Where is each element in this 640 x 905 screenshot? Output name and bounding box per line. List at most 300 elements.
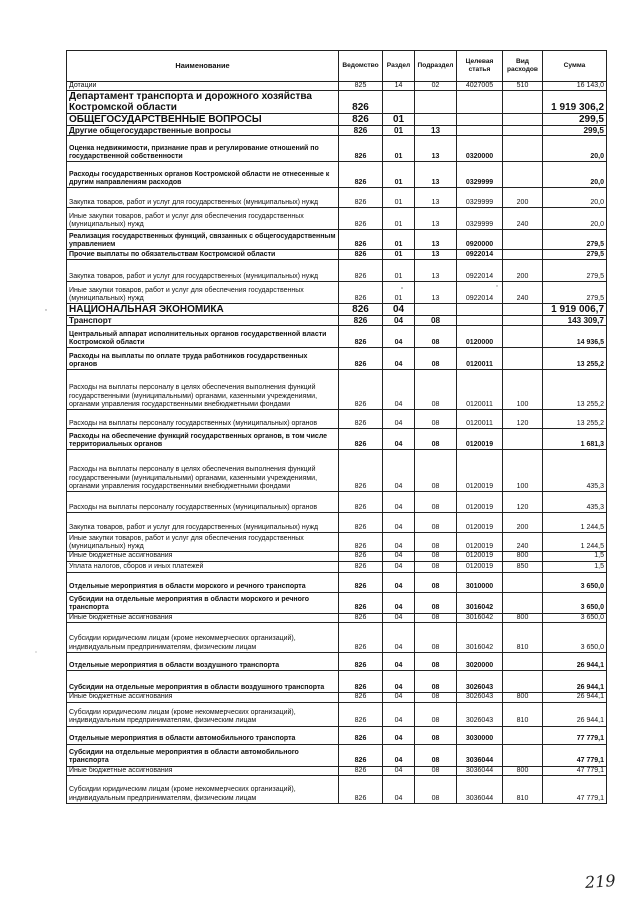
cell-vid xyxy=(503,572,543,592)
cell-summa: 47 779,1 xyxy=(543,766,607,775)
header-razdel: Раздел xyxy=(383,51,415,82)
cell-razdel: 01 xyxy=(383,188,415,208)
table-header-row xyxy=(67,51,607,82)
cell-vedomstvo: 826 xyxy=(339,316,383,326)
cell-vedomstvo: 826 xyxy=(339,653,383,671)
cell-name: Субсидии юридическим лицам (кроме некоммерческих организаций), индивидуальным предпринимателям, физическим лицам xyxy=(67,702,339,726)
cell-vid xyxy=(503,230,543,250)
table-row xyxy=(67,693,607,702)
cell-podrazdel: 08 xyxy=(415,653,457,671)
cell-podrazdel: 08 xyxy=(415,410,457,429)
cell-vedomstvo: 826 xyxy=(339,613,383,622)
cell-summa: 1,5 xyxy=(543,561,607,572)
cell-podrazdel xyxy=(415,91,457,114)
cell-tselevaya: 3016042 xyxy=(457,623,503,653)
cell-vid: 240 xyxy=(503,208,543,230)
cell-vid: 120 xyxy=(503,410,543,429)
cell-tselevaya: 0320000 xyxy=(457,136,503,162)
cell-vid xyxy=(503,348,543,370)
cell-vid xyxy=(503,671,543,693)
table-row xyxy=(67,282,607,304)
cell-razdel: 04 xyxy=(383,766,415,775)
cell-vedomstvo: 826 xyxy=(339,702,383,726)
cell-vid: 100 xyxy=(503,370,543,410)
cell-podrazdel: 08 xyxy=(415,613,457,622)
header-name: Наименование xyxy=(67,51,339,82)
page-number: 219 xyxy=(584,870,617,893)
cell-podrazdel: 08 xyxy=(415,492,457,513)
cell-name: Центральный аппарат исполнительных органов государственной власти Костромской области xyxy=(67,326,339,348)
cell-name: Уплата налогов, сборов и иных платежей xyxy=(67,561,339,572)
cell-name: Транспорт xyxy=(67,316,339,326)
cell-tselevaya: 3026043 xyxy=(457,693,503,702)
table-row xyxy=(67,410,607,429)
cell-name: Закупка товаров, работ и услуг для государственных (муниципальных) нужд xyxy=(67,513,339,533)
cell-tselevaya: 3016042 xyxy=(457,613,503,622)
cell-razdel: 01 xyxy=(383,126,415,136)
cell-razdel: 14 xyxy=(383,82,415,91)
cell-summa: 77 779,1 xyxy=(543,726,607,744)
cell-podrazdel: 08 xyxy=(415,623,457,653)
table-row xyxy=(67,513,607,533)
cell-tselevaya xyxy=(457,126,503,136)
cell-vedomstvo: 826 xyxy=(339,552,383,561)
cell-tselevaya: 0120019 xyxy=(457,533,503,552)
cell-vid: 200 xyxy=(503,513,543,533)
cell-vedomstvo: 826 xyxy=(339,429,383,450)
cell-name: Прочие выплаты по обязательствам Костромской области xyxy=(67,250,339,260)
cell-tselevaya: 3026043 xyxy=(457,702,503,726)
cell-podrazdel: 13 xyxy=(415,136,457,162)
cell-summa: 279,5 xyxy=(543,230,607,250)
cell-razdel: 01 xyxy=(383,136,415,162)
cell-name: Отдельные мероприятия в области воздушного транспорта xyxy=(67,653,339,671)
table-row xyxy=(67,744,607,766)
cell-podrazdel: 08 xyxy=(415,744,457,766)
cell-podrazdel: 08 xyxy=(415,533,457,552)
cell-vedomstvo: 826 xyxy=(339,450,383,492)
cell-vedomstvo: 826 xyxy=(339,671,383,693)
cell-podrazdel: 08 xyxy=(415,316,457,326)
cell-vedomstvo: 826 xyxy=(339,726,383,744)
table-row xyxy=(67,653,607,671)
cell-razdel: 01 xyxy=(383,114,415,126)
cell-vid xyxy=(503,91,543,114)
cell-razdel: 04 xyxy=(383,316,415,326)
cell-summa: 1 919 306,2 xyxy=(543,91,607,114)
table-row xyxy=(67,450,607,492)
cell-vedomstvo: 826 xyxy=(339,348,383,370)
cell-razdel: 01 xyxy=(383,230,415,250)
table-row xyxy=(67,304,607,316)
cell-name: Иные бюджетные ассигнования xyxy=(67,552,339,561)
cell-podrazdel: 13 xyxy=(415,230,457,250)
cell-vedomstvo: 826 xyxy=(339,693,383,702)
table-row xyxy=(67,766,607,775)
table-row xyxy=(67,162,607,188)
cell-name: Закупка товаров, работ и услуг для государственных (муниципальных) нужд xyxy=(67,188,339,208)
cell-vid: 240 xyxy=(503,533,543,552)
table-row xyxy=(67,136,607,162)
cell-tselevaya xyxy=(457,91,503,114)
cell-name: Закупка товаров, работ и услуг для государственных (муниципальных) нужд xyxy=(67,260,339,282)
cell-razdel: 04 xyxy=(383,613,415,622)
cell-podrazdel xyxy=(415,304,457,316)
cell-podrazdel: 13 xyxy=(415,282,457,304)
table-row xyxy=(67,671,607,693)
cell-tselevaya: 0329999 xyxy=(457,208,503,230)
cell-vedomstvo: 826 xyxy=(339,592,383,613)
cell-summa: 26 944,1 xyxy=(543,653,607,671)
cell-summa: 13 255,2 xyxy=(543,370,607,410)
cell-vedomstvo: 826 xyxy=(339,91,383,114)
cell-vid: 800 xyxy=(503,552,543,561)
cell-vid xyxy=(503,326,543,348)
cell-razdel: 04 xyxy=(383,561,415,572)
cell-podrazdel: 08 xyxy=(415,572,457,592)
cell-vid xyxy=(503,162,543,188)
table-row xyxy=(67,250,607,260)
table-row xyxy=(67,370,607,410)
cell-podrazdel: 13 xyxy=(415,250,457,260)
cell-vid xyxy=(503,114,543,126)
cell-podrazdel: 13 xyxy=(415,208,457,230)
cell-vid: 120 xyxy=(503,492,543,513)
cell-vid: 200 xyxy=(503,260,543,282)
cell-razdel: 04 xyxy=(383,410,415,429)
cell-summa: 1 919 006,7 xyxy=(543,304,607,316)
cell-razdel: 04 xyxy=(383,693,415,702)
cell-tselevaya: 3036044 xyxy=(457,744,503,766)
cell-razdel: 04 xyxy=(383,429,415,450)
table-row xyxy=(67,623,607,653)
cell-summa: 3 650,0 xyxy=(543,572,607,592)
cell-vid xyxy=(503,304,543,316)
cell-vedomstvo: 826 xyxy=(339,744,383,766)
table-row xyxy=(67,702,607,726)
cell-name: Расходы государственных органов Костромской области не отнесенные к другим направлениям расходов xyxy=(67,162,339,188)
cell-vid xyxy=(503,316,543,326)
cell-razdel: 01 xyxy=(383,282,415,304)
table-row xyxy=(67,552,607,561)
cell-name: Отдельные мероприятия в области автомобильного транспорта xyxy=(67,726,339,744)
cell-summa: 1 244,5 xyxy=(543,533,607,552)
cell-razdel: 04 xyxy=(383,623,415,653)
cell-tselevaya: 0120011 xyxy=(457,348,503,370)
cell-tselevaya: 0922014 xyxy=(457,260,503,282)
cell-podrazdel: 08 xyxy=(415,348,457,370)
cell-tselevaya: 0120019 xyxy=(457,429,503,450)
cell-vedomstvo: 826 xyxy=(339,162,383,188)
cell-tselevaya: 0120019 xyxy=(457,450,503,492)
cell-summa: 13 255,2 xyxy=(543,410,607,429)
cell-summa: 279,5 xyxy=(543,282,607,304)
table-row xyxy=(67,776,607,804)
cell-name: Реализация государственных функций, связанных с общегосударственным управлением xyxy=(67,230,339,250)
cell-tselevaya: 0120019 xyxy=(457,561,503,572)
cell-name: Расходы на выплаты персоналу государственных (муниципальных) органов xyxy=(67,410,339,429)
cell-vid xyxy=(503,429,543,450)
cell-podrazdel xyxy=(415,114,457,126)
cell-razdel: 04 xyxy=(383,492,415,513)
table-row xyxy=(67,592,607,613)
cell-razdel: 04 xyxy=(383,572,415,592)
cell-vedomstvo: 826 xyxy=(339,114,383,126)
table-row xyxy=(67,230,607,250)
cell-razdel: 04 xyxy=(383,653,415,671)
header-tselevaya: Целевая статья xyxy=(457,51,503,82)
cell-razdel: 01 xyxy=(383,260,415,282)
cell-summa: 1 244,5 xyxy=(543,513,607,533)
cell-name: Иные бюджетные ассигнования xyxy=(67,766,339,775)
header-vedomstvo: Ведомство xyxy=(339,51,383,82)
cell-summa: 26 944,1 xyxy=(543,693,607,702)
cell-vid xyxy=(503,126,543,136)
cell-podrazdel: 08 xyxy=(415,326,457,348)
cell-podrazdel: 08 xyxy=(415,702,457,726)
cell-podrazdel: 08 xyxy=(415,776,457,804)
cell-vid: 810 xyxy=(503,702,543,726)
cell-name: Расходы на выплаты персоналу в целях обеспечения выполнения функций государственными (муниципальными) органами, казенными учреждениями, органами управления государственными внебюджетными фондами xyxy=(67,370,339,410)
table-row xyxy=(67,82,607,91)
cell-name: Иные закупки товаров, работ и услуг для обеспечения государственных (муниципальных) нужд xyxy=(67,208,339,230)
cell-name: Расходы на выплаты персоналу государственных (муниципальных) органов xyxy=(67,492,339,513)
cell-vid xyxy=(503,653,543,671)
cell-razdel: 04 xyxy=(383,304,415,316)
cell-tselevaya xyxy=(457,114,503,126)
cell-vid: 510 xyxy=(503,82,543,91)
cell-vedomstvo: 826 xyxy=(339,513,383,533)
table-row xyxy=(67,91,607,114)
cell-name: ОБЩЕГОСУДАРСТВЕННЫЕ ВОПРОСЫ xyxy=(67,114,339,126)
cell-vedomstvo: 826 xyxy=(339,282,383,304)
cell-razdel: 04 xyxy=(383,533,415,552)
cell-razdel: 04 xyxy=(383,744,415,766)
cell-podrazdel: 13 xyxy=(415,188,457,208)
cell-razdel: 04 xyxy=(383,513,415,533)
cell-vid: 240 xyxy=(503,282,543,304)
cell-vid: 810 xyxy=(503,776,543,804)
cell-podrazdel: 08 xyxy=(415,513,457,533)
cell-tselevaya: 0922014 xyxy=(457,250,503,260)
cell-razdel: 04 xyxy=(383,348,415,370)
cell-summa: 279,5 xyxy=(543,250,607,260)
cell-razdel: 04 xyxy=(383,592,415,613)
cell-tselevaya: 3036044 xyxy=(457,766,503,775)
cell-vid: 850 xyxy=(503,561,543,572)
cell-razdel: 04 xyxy=(383,552,415,561)
cell-vid: 100 xyxy=(503,450,543,492)
cell-vedomstvo: 826 xyxy=(339,766,383,775)
cell-tselevaya: 3026043 xyxy=(457,671,503,693)
cell-tselevaya: 4027005 xyxy=(457,82,503,91)
cell-summa: 299,5 xyxy=(543,114,607,126)
cell-vedomstvo: 826 xyxy=(339,126,383,136)
table-row xyxy=(67,188,607,208)
cell-name: Иные бюджетные ассигнования xyxy=(67,613,339,622)
cell-vedomstvo: 826 xyxy=(339,370,383,410)
cell-name: Субсидии юридическим лицам (кроме некоммерческих организаций), индивидуальным предпринимателям, физическим лицам xyxy=(67,776,339,804)
cell-podrazdel: 08 xyxy=(415,693,457,702)
cell-summa: 47 779,1 xyxy=(543,776,607,804)
cell-name: Иные закупки товаров, работ и услуг для обеспечения государственных (муниципальных) нужд xyxy=(67,282,339,304)
cell-summa: 1,5 xyxy=(543,552,607,561)
cell-vedomstvo: 826 xyxy=(339,304,383,316)
cell-razdel: 04 xyxy=(383,726,415,744)
cell-podrazdel: 08 xyxy=(415,671,457,693)
table-row xyxy=(67,572,607,592)
cell-tselevaya: 0120019 xyxy=(457,552,503,561)
cell-summa: 435,3 xyxy=(543,492,607,513)
cell-podrazdel: 08 xyxy=(415,552,457,561)
table-row xyxy=(67,208,607,230)
cell-name: Департамент транспорта и дорожного хозяйства Костромской области xyxy=(67,91,339,114)
cell-vedomstvo: 826 xyxy=(339,230,383,250)
cell-name: Иные бюджетные ассигнования xyxy=(67,693,339,702)
cell-vid: 800 xyxy=(503,693,543,702)
cell-vedomstvo: 826 xyxy=(339,326,383,348)
cell-vedomstvo: 826 xyxy=(339,260,383,282)
cell-summa: 16 143,0 xyxy=(543,82,607,91)
speck xyxy=(45,309,46,310)
cell-summa: 299,5 xyxy=(543,126,607,136)
cell-vedomstvo: 826 xyxy=(339,561,383,572)
cell-name: Оценка недвижимости, признание прав и регулирование отношений по государственной собственности xyxy=(67,136,339,162)
cell-summa: 20,0 xyxy=(543,136,607,162)
cell-tselevaya: 0329999 xyxy=(457,162,503,188)
cell-podrazdel: 13 xyxy=(415,260,457,282)
cell-name: Субсидии на отдельные мероприятия в области воздушного транспорта xyxy=(67,671,339,693)
cell-vid: 800 xyxy=(503,766,543,775)
cell-razdel: 01 xyxy=(383,208,415,230)
cell-tselevaya: 3016042 xyxy=(457,592,503,613)
cell-podrazdel: 08 xyxy=(415,429,457,450)
cell-tselevaya: 3036044 xyxy=(457,776,503,804)
table-row xyxy=(67,726,607,744)
cell-vedomstvo: 826 xyxy=(339,776,383,804)
cell-tselevaya: 0120011 xyxy=(457,410,503,429)
cell-summa: 3 650,0 xyxy=(543,623,607,653)
cell-tselevaya: 3010000 xyxy=(457,572,503,592)
cell-tselevaya: 0920000 xyxy=(457,230,503,250)
table-row xyxy=(67,561,607,572)
cell-summa: 435,3 xyxy=(543,450,607,492)
cell-summa: 13 255,2 xyxy=(543,348,607,370)
cell-vedomstvo: 826 xyxy=(339,250,383,260)
cell-summa: 279,5 xyxy=(543,260,607,282)
cell-tselevaya: 0329999 xyxy=(457,188,503,208)
cell-vedomstvo: 826 xyxy=(339,410,383,429)
cell-razdel: 04 xyxy=(383,450,415,492)
cell-tselevaya: 0120000 xyxy=(457,326,503,348)
cell-podrazdel: 02 xyxy=(415,82,457,91)
cell-tselevaya: 3030000 xyxy=(457,726,503,744)
cell-podrazdel: 08 xyxy=(415,561,457,572)
cell-vedomstvo: 826 xyxy=(339,208,383,230)
cell-razdel: 04 xyxy=(383,702,415,726)
cell-name: Субсидии на отдельные мероприятия в области автомобильного транспорта xyxy=(67,744,339,766)
table-row xyxy=(67,326,607,348)
cell-podrazdel: 13 xyxy=(415,126,457,136)
cell-summa: 20,0 xyxy=(543,162,607,188)
table-row xyxy=(67,114,607,126)
cell-tselevaya: 0120019 xyxy=(457,513,503,533)
cell-summa: 14 936,5 xyxy=(543,326,607,348)
table-row xyxy=(67,348,607,370)
cell-vid: 200 xyxy=(503,188,543,208)
cell-vedomstvo: 826 xyxy=(339,572,383,592)
cell-podrazdel: 08 xyxy=(415,766,457,775)
table-row xyxy=(67,316,607,326)
cell-vid xyxy=(503,744,543,766)
cell-vedomstvo: 826 xyxy=(339,492,383,513)
table-row xyxy=(67,429,607,450)
table-body xyxy=(67,82,607,804)
cell-vedomstvo: 826 xyxy=(339,623,383,653)
cell-tselevaya: 0120011 xyxy=(457,370,503,410)
cell-vid xyxy=(503,726,543,744)
cell-summa: 26 944,1 xyxy=(543,702,607,726)
cell-summa: 1 681,3 xyxy=(543,429,607,450)
cell-tselevaya: 0120019 xyxy=(457,492,503,513)
cell-summa: 20,0 xyxy=(543,208,607,230)
cell-tselevaya: 3020000 xyxy=(457,653,503,671)
cell-name: Расходы на обеспечение функций государственных органов, в том числе территориальных органов xyxy=(67,429,339,450)
cell-vid: 810 xyxy=(503,623,543,653)
budget-table xyxy=(66,50,607,804)
cell-name: Субсидии на отдельные мероприятия в области морского и речного транспорта xyxy=(67,592,339,613)
cell-podrazdel: 13 xyxy=(415,162,457,188)
cell-tselevaya xyxy=(457,304,503,316)
cell-name: Другие общегосударственные вопросы xyxy=(67,126,339,136)
cell-name: НАЦИОНАЛЬНАЯ ЭКОНОМИКА xyxy=(67,304,339,316)
cell-summa: 3 650,0 xyxy=(543,613,607,622)
cell-razdel: 04 xyxy=(383,776,415,804)
cell-name: Иные закупки товаров, работ и услуг для обеспечения государственных (муниципальных) нужд xyxy=(67,533,339,552)
cell-name: Субсидии юридическим лицам (кроме некоммерческих организаций), индивидуальным предпринимателям, физическим лицам xyxy=(67,623,339,653)
speck xyxy=(35,651,36,652)
cell-vid xyxy=(503,136,543,162)
cell-vid: 800 xyxy=(503,613,543,622)
table-row xyxy=(67,260,607,282)
cell-vedomstvo: 825 xyxy=(339,82,383,91)
cell-summa: 47 779,1 xyxy=(543,744,607,766)
header-summa: Сумма xyxy=(543,51,607,82)
cell-podrazdel: 08 xyxy=(415,370,457,410)
cell-summa: 143 309,7 xyxy=(543,316,607,326)
cell-vedomstvo: 826 xyxy=(339,136,383,162)
cell-vedomstvo: 826 xyxy=(339,533,383,552)
cell-vid xyxy=(503,250,543,260)
cell-razdel: 01 xyxy=(383,250,415,260)
cell-razdel: 04 xyxy=(383,326,415,348)
cell-razdel xyxy=(383,91,415,114)
cell-name: Дотации xyxy=(67,82,339,91)
cell-name: Расходы на выплаты персоналу в целях обеспечения выполнения функций государственными (муниципальными) органами, казенными учреждениями, органами управления государственными внебюджетными фондами xyxy=(67,450,339,492)
cell-razdel: 04 xyxy=(383,370,415,410)
cell-tselevaya xyxy=(457,316,503,326)
cell-podrazdel: 08 xyxy=(415,726,457,744)
cell-vid xyxy=(503,592,543,613)
cell-summa: 20,0 xyxy=(543,188,607,208)
table-row xyxy=(67,492,607,513)
cell-summa: 26 944,1 xyxy=(543,671,607,693)
cell-summa: 3 650,0 xyxy=(543,592,607,613)
cell-vedomstvo: 826 xyxy=(339,188,383,208)
cell-podrazdel: 08 xyxy=(415,592,457,613)
table-row xyxy=(67,126,607,136)
header-podrazdel: Подраздел xyxy=(415,51,457,82)
